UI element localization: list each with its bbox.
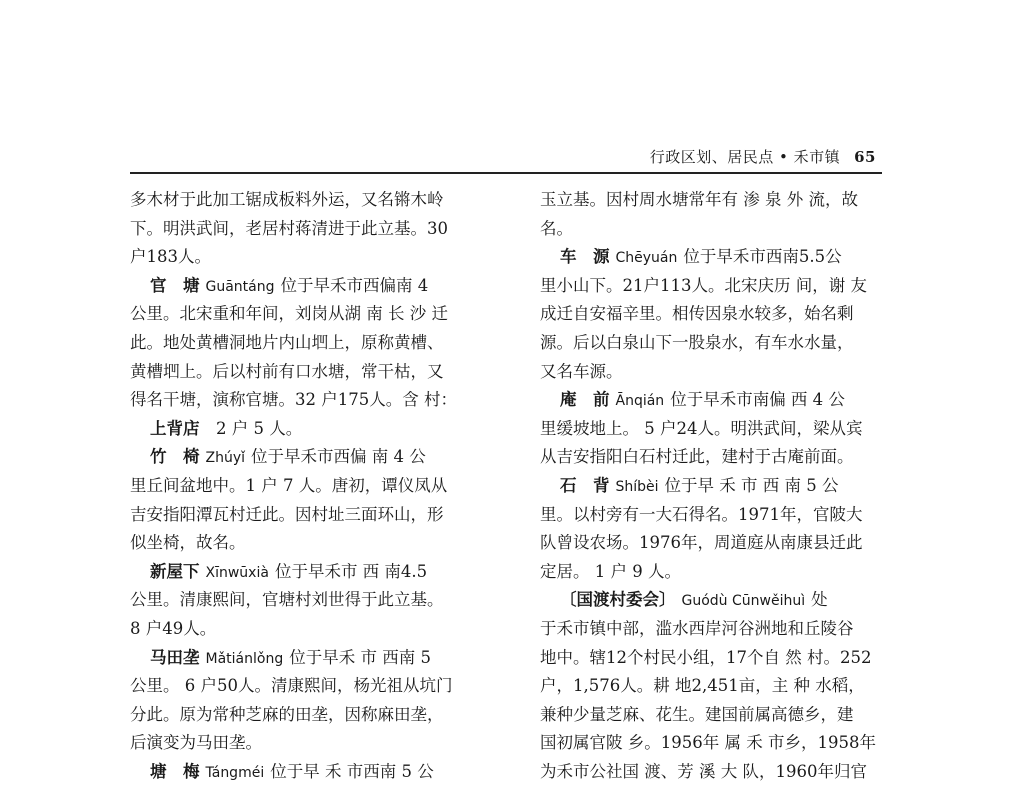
text-line bbox=[130, 701, 502, 730]
entry-line bbox=[130, 558, 502, 587]
line-text: 里小山下。21户113人。北宋庆历 间，谢 友 bbox=[540, 275, 867, 295]
entry-line bbox=[130, 415, 502, 444]
line-text: 玉立基。因村周水塘常年有 渗 泉 外 流，故 bbox=[540, 190, 858, 209]
line-text: 户，1,576人。耕 地2,451亩，主 种 水稻， bbox=[540, 676, 865, 696]
text-line bbox=[130, 672, 502, 701]
right-column bbox=[540, 186, 912, 786]
text-line bbox=[130, 243, 502, 272]
line-text: 此。地处黄槽洞地片内山垇上，原称黄槽、 bbox=[130, 332, 444, 352]
text-line bbox=[130, 729, 502, 758]
line-text: 又名车源。 bbox=[540, 361, 623, 381]
entry-pinyin: Shíbèi bbox=[615, 478, 659, 495]
line-text: 公里。北宋重和年间，刘岗从湖 南 长 沙 迁 bbox=[130, 304, 448, 324]
entry-pinyin: Guódù Cūnwěihuì bbox=[681, 593, 806, 610]
line-text: 似坐椅，故名。 bbox=[130, 533, 246, 553]
line-text: 公里。 6 户50人。清康熙间，杨光祖从坑门 bbox=[130, 676, 453, 696]
text-line bbox=[130, 529, 502, 558]
page-number: 65 bbox=[854, 148, 876, 166]
line-text: 地中。辖12个村民小组，17个自 然 村。252 bbox=[540, 647, 872, 667]
entry-pinyin: Zhúyǐ bbox=[205, 450, 246, 467]
line-text: 位于早禾市西偏南 4 bbox=[280, 275, 429, 295]
line-text: 处 bbox=[811, 590, 828, 610]
text-line bbox=[540, 186, 912, 215]
entry-term: 上背店 bbox=[150, 418, 200, 438]
header-rule bbox=[130, 172, 882, 174]
line-text: 户183人。 bbox=[130, 247, 211, 267]
line-text: 队曾设农场。1976年，周道庭从南康县迁此 bbox=[540, 533, 863, 553]
text-line bbox=[130, 300, 502, 329]
entry-line bbox=[540, 586, 912, 615]
line-text: 里丘间盆地中。1 户 7 人。唐初，谭仪凤从 bbox=[130, 475, 448, 495]
line-text: 里。以村旁有一大石得名。1971年，官陂大 bbox=[540, 504, 863, 524]
text-line bbox=[540, 615, 912, 644]
entry-term: 官 塘 bbox=[150, 275, 200, 295]
line-text: 分此。原为常种芝麻的田垄，因称麻田垄， bbox=[130, 704, 444, 724]
text-line bbox=[540, 443, 912, 472]
line-text: 位于早禾市 西 南4.5 bbox=[274, 561, 428, 581]
text-line bbox=[540, 215, 912, 244]
line-text: 吉安指阳潭瓦村迁此。因村址三面环山，形 bbox=[130, 504, 444, 524]
entry-line bbox=[130, 443, 502, 472]
text-line bbox=[540, 358, 912, 387]
line-text: 源。后以白泉山下一股泉水，有车水水量， bbox=[540, 332, 854, 352]
entry-line bbox=[130, 644, 502, 673]
entry-term: 〔国渡村委会〕 bbox=[560, 590, 676, 610]
entry-line bbox=[130, 272, 502, 301]
line-text: 得名干塘，演称官塘。32 户175人。含 村： bbox=[130, 390, 457, 410]
entry-line bbox=[540, 472, 912, 501]
line-text: 位于早 禾 市西南 5 公 bbox=[270, 761, 434, 781]
text-line bbox=[130, 586, 502, 615]
entry-pinyin: Guāntáng bbox=[205, 278, 275, 295]
text-line bbox=[540, 300, 912, 329]
entry-term: 竹 椅 bbox=[150, 447, 200, 467]
line-text: 国初属官陂 乡。1956年 属 禾 市乡，1958年 bbox=[540, 733, 876, 753]
entry-line bbox=[540, 386, 912, 415]
line-text: 兼种少量芝麻、花生。建国前属高德乡，建 bbox=[540, 704, 854, 724]
line-text: 成迁自安福辛里。相传因泉水较多，始名剩 bbox=[540, 304, 854, 324]
text-line bbox=[540, 644, 912, 673]
entry-term: 塘 梅 bbox=[150, 761, 200, 781]
text-line bbox=[540, 272, 912, 301]
line-text: 后演变为马田垄。 bbox=[130, 733, 262, 753]
text-line bbox=[130, 186, 502, 215]
entry-pinyin: Mǎtiánlǒng bbox=[205, 650, 284, 667]
line-text: 里缓坡地上。 5 户24人。明洪武间，梁从宾 bbox=[540, 418, 863, 438]
text-line bbox=[130, 215, 502, 244]
entry-term: 马田垄 bbox=[150, 647, 200, 667]
line-text: 从吉安指阳白石村迁此，建村于古庵前面。 bbox=[540, 447, 854, 467]
line-text: 位于早禾市西南5.5公 bbox=[683, 247, 842, 267]
line-text: 位于早 禾 市 西 南 5 公 bbox=[664, 475, 839, 495]
line-text: 位于早禾市西偏 南 4 公 bbox=[251, 447, 426, 467]
entry-pinyin: Xīnwūxià bbox=[205, 564, 269, 581]
text-line bbox=[540, 758, 912, 786]
line-text: 位于早禾市南偏 西 4 公 bbox=[670, 390, 845, 410]
left-column bbox=[130, 186, 502, 786]
line-text: 多木材于此加工锯成板料外运，又名锵木岭 bbox=[130, 190, 444, 209]
entry-line bbox=[540, 243, 912, 272]
line-text: 公里。清康熙间，官塘村刘世得于此立基。 bbox=[130, 590, 444, 610]
text-line bbox=[540, 329, 912, 358]
text-line bbox=[540, 529, 912, 558]
line-text: 名。 bbox=[540, 218, 573, 238]
text-line bbox=[540, 501, 912, 530]
line-text: 2 户 5 人。 bbox=[216, 418, 303, 438]
line-text: 于禾市镇中部，滥水西岸河谷洲地和丘陵谷 bbox=[540, 618, 854, 638]
line-text: 8 户49人。 bbox=[130, 618, 217, 638]
text-line bbox=[130, 386, 502, 415]
running-header bbox=[650, 146, 876, 167]
text-line bbox=[540, 415, 912, 444]
line-text: 黄槽垇上。后以村前有口水塘，常干枯，又 bbox=[130, 361, 444, 381]
text-line bbox=[130, 615, 502, 644]
text-line bbox=[540, 701, 912, 730]
text-line bbox=[130, 358, 502, 387]
entry-term: 新屋下 bbox=[150, 561, 200, 581]
header-title: 行政区划、居民点 • 禾市镇 bbox=[649, 148, 841, 166]
line-text: 下。明洪武间，老居村蒋清进于此立基。30 bbox=[130, 218, 448, 238]
line-text: 定居。 1 户 9 人。 bbox=[540, 561, 681, 581]
entry-pinyin: Tángméi bbox=[205, 764, 265, 781]
text-line bbox=[540, 729, 912, 758]
entry-pinyin: Chēyuán bbox=[615, 250, 678, 267]
line-text: 为禾市公社国 渡、芳 溪 大 队，1960年归官 bbox=[540, 761, 867, 781]
entry-term: 庵 前 bbox=[560, 390, 610, 410]
entry-term: 车 源 bbox=[560, 247, 610, 267]
text-line bbox=[540, 672, 912, 701]
text-line bbox=[130, 501, 502, 530]
line-text: 位于早禾 市 西南 5 bbox=[289, 647, 431, 667]
entry-line bbox=[130, 758, 502, 786]
entry-pinyin: Ānqián bbox=[615, 393, 665, 410]
text-line bbox=[540, 558, 912, 587]
text-line bbox=[130, 329, 502, 358]
entry-term: 石 背 bbox=[560, 475, 610, 495]
text-line bbox=[130, 472, 502, 501]
